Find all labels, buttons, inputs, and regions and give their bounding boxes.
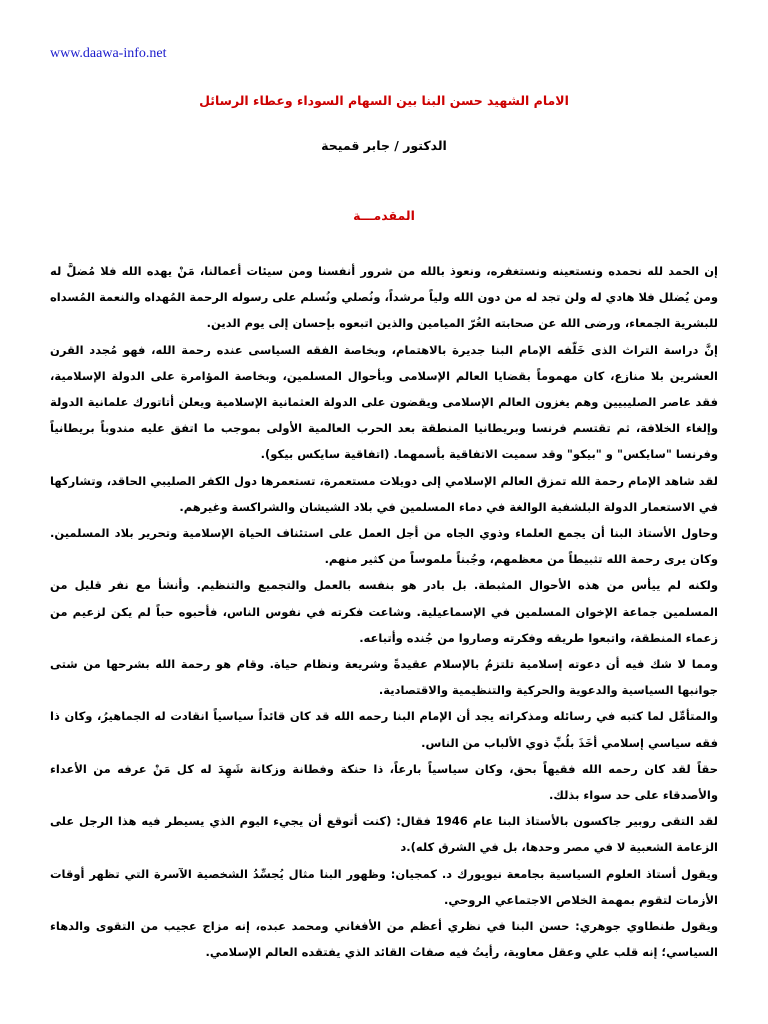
paragraph: ويقول طنطاوي جوهري: حسن البنا في نظري أعظم من الأفغاني ومحمد عبده، إنه مزاج عجيب من التقوى والدهاء السياسي؛ إنه قلب علي وعقل معاوية، رأيتُ فيه صفات القائد الذي يفتقده العالم الإسلامي. [50, 919, 718, 960]
article-body [50, 258, 718, 965]
section-heading-introduction: المقدمـــة [353, 208, 415, 223]
paragraph: والمتأمِّل لما كتبه في رسائله ومذكراته يجد أن الإمام البنا رحمه الله قد كان قائداً سياسياً انقادت له الجماهيرُ، وكان ذا فقه سياسي إسلامي أخَذَ بلُبِّ ذوي الألباب من الناس. [50, 709, 718, 750]
article-title: الامام الشهيد حسن البنا بين السهام السوداء وعطاء الرسائل [199, 93, 569, 108]
paragraph: لقد شاهد الإمام رحمة الله تمزق العالم الإسلامي إلى دويلات مستعمرة، تستعمرها دول الكفر الصليبي الحاقد، وتشاركها في الاستعمار الدولة البلشفية الوالغة في دماء المسلمين في بلاد الشيشان والشراكسة وغيرهم. [50, 473, 718, 514]
paragraph: ويقول أستاذ العلوم السياسية بجامعة نيويورك د. كمجيان: وظهور البنا مثال يُجسِّدُ الشخصية الآسرة التي تظهر أوقات الأزمات لتقوم بمهمة الخلاص الاجتماعي الروحي. [50, 866, 718, 907]
paragraph: لقد التقى روبير جاكسون بالأستاذ البنا عام 1946 فقال: (كنت أتوقع أن يجيء اليوم الذي يسيطر فيه هذا الرجل على الزعامة الشعبية لا في مصر وحدها، بل في الشرق كله).د [50, 814, 719, 855]
author-line: الدكتور / جابر قميحة [321, 138, 447, 153]
paragraph: وحاول الأستاذ البنا أن يجمع العلماء وذوي الجاه من أجل العمل على استئناف الحياة الإسلامية وتحرير بلاد المسلمين. وكان يرى رحمة الله تثبيطاً من معظمهم، وجُبناً ملموساً من كثير منهم. [50, 526, 718, 567]
site-url-link[interactable]: www.daawa-info.net [50, 46, 167, 61]
paragraph: ومما لا شك فيه أن دعوته إسلامية تلتزمُ بالإسلام عقيدةً وشريعة ونظام حياة. وقام هو رحمة الله بشرحها من شتى جوانبها السياسية والدعوية والحركية والتنظيمية والاقتصادية. [50, 657, 718, 698]
paragraph: إنَّ دراسة التراث الذى خَلّفه الإمام البنا جديرة بالاهتمام، وبخاصة الفقه السياسى عنده رحمة الله، فهو مُجدد القرن العشرين بلا منازع، كان مهموماً بقضايا العالم الإسلامى وبأحوال المسلمين، وبخاصة المؤامرة على الدولة الإسلامية، فقد عاصر الصليبيين وهم يغزون العالم الإسلامى ويقضون على الدولة العثمانية الإسلامية ويعلن أتاتورك علمانية الدولة وإلغاء الخلافة، ثم تقتسم فرنسا وبريطانيا المنطقة بعد الحرب العالمية الأولى بموجب ما اتفق عليه مندوباً بريطانياً وفرنسا "سايكس" و "بيكو" وقد سميت الاتفاقية بأسمهما. (اتفاقية سايكس بيكو). [50, 342, 718, 462]
paragraph: إن الحمد لله نحمده ونستعينه ونستغفره، ونعوذ بالله من شرور أنفسنا ومن سيئات أعمالنا، مَنْ يهده الله فلا مُضلَّ له ومن يُضلل فلا هادي له ولن تجد له من دون الله ولياً مرشداً، ونُصلي ونُسلم على رسوله الرحمة المُهداه والنعمة المُسداه للبشرية الجمعاء، ورضى الله عن صحابته الغُرّ الميامين والذين اتبعوه بإحسان إلى يوم الدين. [50, 264, 718, 331]
paragraph: ولكنه لم ييأس من هذه الأحوال المثبطة. بل بادر هو بنفسه بالعمل والتجميع والتنظيم. وأنشأ مع نفر قليل من المسلمين جماعة الإخوان المسلمين في الإسماعيلية. وشاعت فكرته في نفوس الناس، فأحبوه حباً لم يكن لزعيم من زعماء المنطقة، واتبعوا طريقه وفكرته وصاروا من جُنده وأتباعه. [50, 578, 718, 645]
paragraph: حقاً لقد كان رحمه الله فقيهاً بحق، وكان سياسياً بارعاً، ذا حنكة وفطانة وزكانة شَهِدَ له كل مَنْ عرفه من الأعداء والأصدقاء على حد سواء بذلك. [50, 761, 718, 803]
